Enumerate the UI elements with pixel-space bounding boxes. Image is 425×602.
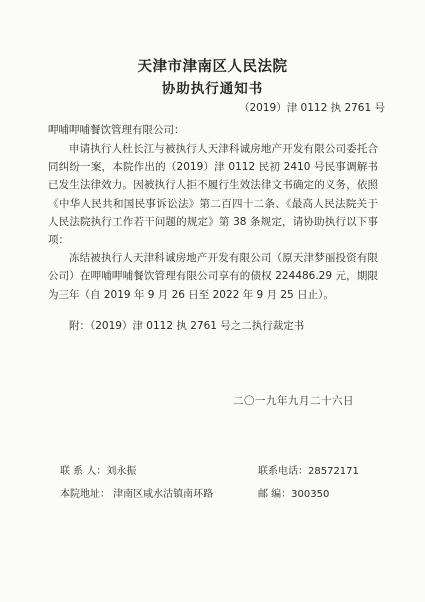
court-address: 本院地址： 津南区咸水沽镇南环路 bbox=[60, 489, 214, 500]
contact-phone: 联系电话：28572171 bbox=[258, 466, 359, 477]
postal-code: 邮 编：300350 bbox=[258, 489, 330, 500]
issue-date: 二〇一九年九月二十六日 bbox=[233, 395, 354, 407]
document-number: （2019）津 0112 执 2761 号 bbox=[238, 102, 385, 114]
addressee: 呷哺呷哺餐饮管理有限公司： bbox=[48, 124, 185, 136]
body-text bbox=[48, 140, 378, 304]
paragraph-freeze: 冻结被执行人天津科诚房地产开发有限公司（原天津梦丽投资有限公司）在呷哺呷哺餐饮管理有限公司享有的债权 224486.29 元，期限为三年（自 2019 年 9 月 26 日至 2022 年 9 月 25 日止）。 bbox=[48, 252, 378, 301]
court-name: 天津市津南区人民法院 bbox=[137, 59, 288, 75]
document-title: 协助执行通知书 bbox=[161, 81, 264, 97]
attachment-line: 附：（2019）津 0112 执 2761 号之二执行裁定书 bbox=[69, 320, 305, 332]
paragraph-case: 申请执行人杜长江与被执行人天津科诚房地产开发有限公司委托合同纠纷一案，本院作出的（2019）津 0112 民初 2410 号民事调解书已发生法律效力。因被执行人拒不履行生效法律文书确定的义务，依照《中华人民共和国民事诉讼法》第二百四十二条、《最高人民法院关于人民法院执行工作若干问题的规定》第 38 条规定，请协助执行以下事项： bbox=[48, 143, 378, 247]
contact-person: 联 系 人：刘永振 bbox=[60, 466, 137, 477]
